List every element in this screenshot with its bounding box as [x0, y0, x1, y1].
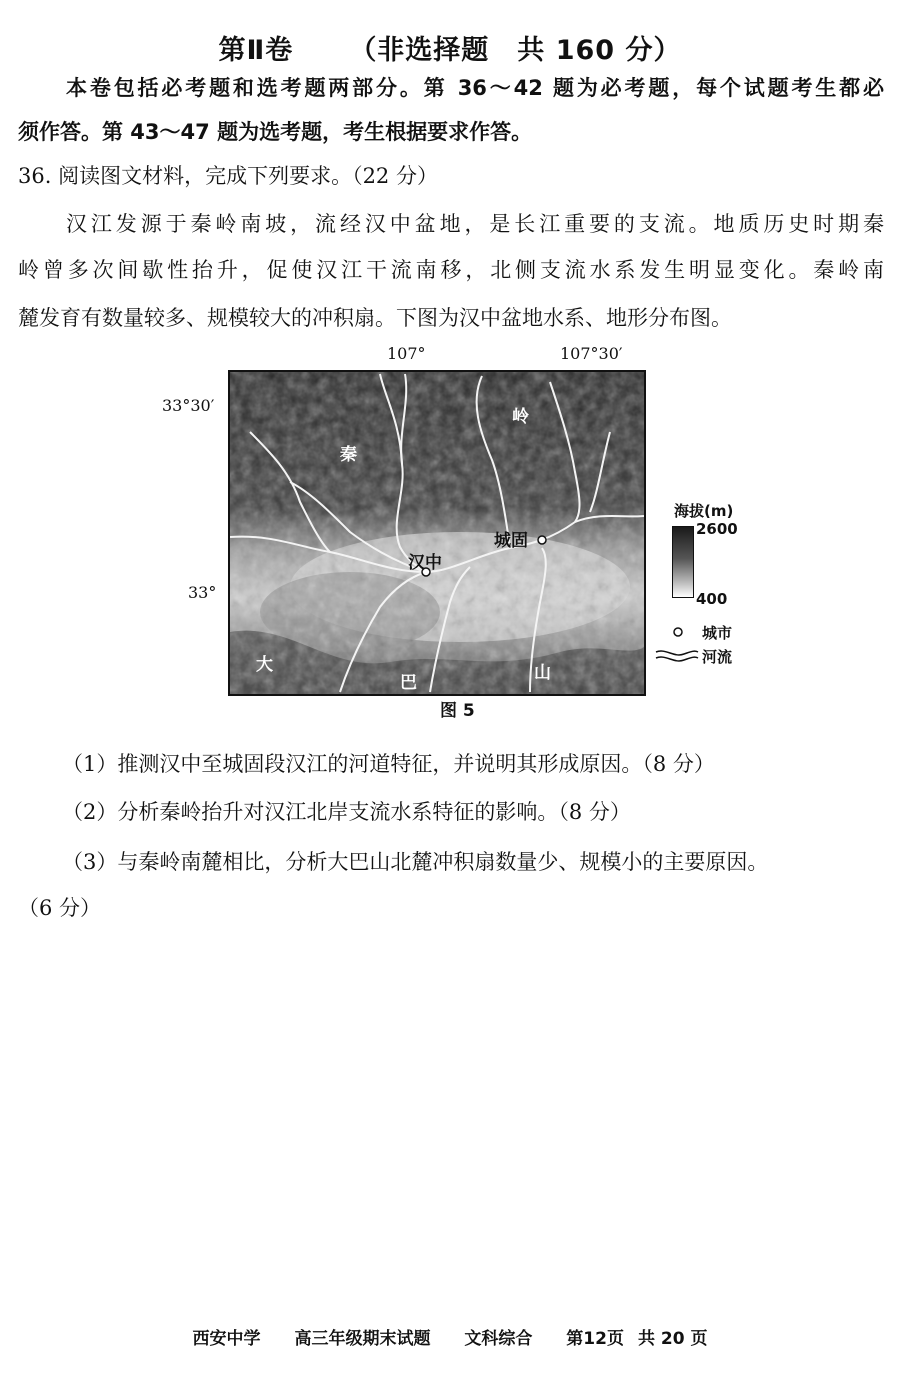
intro-line-1: 本卷包括必考题和选考题两部分。第 36～42 题为必考题，每个试题考生都必 — [66, 76, 884, 100]
lat-label-top: 33°30′ — [162, 396, 215, 415]
legend-min: 400 — [696, 590, 728, 608]
sub-question-2: （2）分析秦岭抬升对汉江北岸支流水系特征的影响。（8 分） — [62, 800, 631, 824]
footer-exam: 高三年级期末试题 — [294, 1329, 431, 1349]
label-ba: 巴 — [400, 673, 417, 693]
label-shan: 山 — [534, 663, 551, 683]
material-line-1: 汉江发源于秦岭南坡，流经汉中盆地，是长江重要的支流。地质历史时期秦 — [66, 212, 884, 236]
footer-total: 共 20 页 — [637, 1329, 708, 1349]
legend-river: 河流 — [702, 648, 733, 666]
label-chenggu: 城固 — [494, 531, 528, 551]
legend-max: 2600 — [696, 520, 738, 538]
sub-question-3-line-2: （6 分） — [18, 896, 102, 920]
label-ling: 岭 — [512, 407, 529, 427]
legend-city: 城市 — [702, 624, 733, 642]
footer-page: 第12页 — [566, 1329, 624, 1349]
label-da: 大 — [256, 655, 273, 675]
section-subtitle: （非选择题 共 160 分） — [349, 35, 682, 66]
section-title — [0, 28, 900, 67]
river-legend-icon — [654, 646, 700, 664]
footer-subject: 文科综合 — [464, 1329, 533, 1349]
city-chenggu-marker — [538, 536, 546, 544]
figure-5 — [150, 340, 770, 730]
sub-question-3-line-1: （3）与秦岭南麓相比，分析大巴山北麓冲积扇数量少、规模小的主要原因。 — [62, 850, 769, 874]
question-stem: 36. 阅读图文材料，完成下列要求。（22 分） — [18, 164, 438, 188]
lat-label-bottom: 33° — [188, 583, 217, 602]
label-hanzhong: 汉中 — [408, 553, 442, 573]
page-footer — [0, 1324, 900, 1349]
lon-label-right: 107°30′ — [560, 344, 623, 363]
terrain-map — [228, 370, 646, 696]
sub-question-1: （1）推测汉中至城固段汉江的河道特征，并说明其形成原因。（8 分） — [62, 752, 715, 776]
section-name: 第Ⅱ卷 — [218, 35, 294, 66]
elevation-scale — [672, 526, 694, 598]
intro-line-2: 须作答。第 43～47 题为选考题，考生根据要求作答。 — [18, 120, 533, 144]
footer-school: 西安中学 — [192, 1329, 261, 1349]
material-line-3: 麓发育有数量较多、规模较大的冲积扇。下图为汉中盆地水系、地形分布图。 — [18, 306, 732, 330]
lon-label-left: 107° — [387, 344, 426, 363]
legend-title: 海拔(m) — [674, 502, 734, 520]
city-legend-icon — [670, 624, 686, 640]
label-qin: 秦 — [340, 445, 357, 465]
material-line-2: 岭曾多次间歇性抬升，促使汉江干流南移，北侧支流水系发生明显变化。秦岭南 — [18, 258, 884, 282]
figure-caption: 图 5 — [440, 701, 475, 721]
terrain-map-graphic — [230, 372, 644, 694]
